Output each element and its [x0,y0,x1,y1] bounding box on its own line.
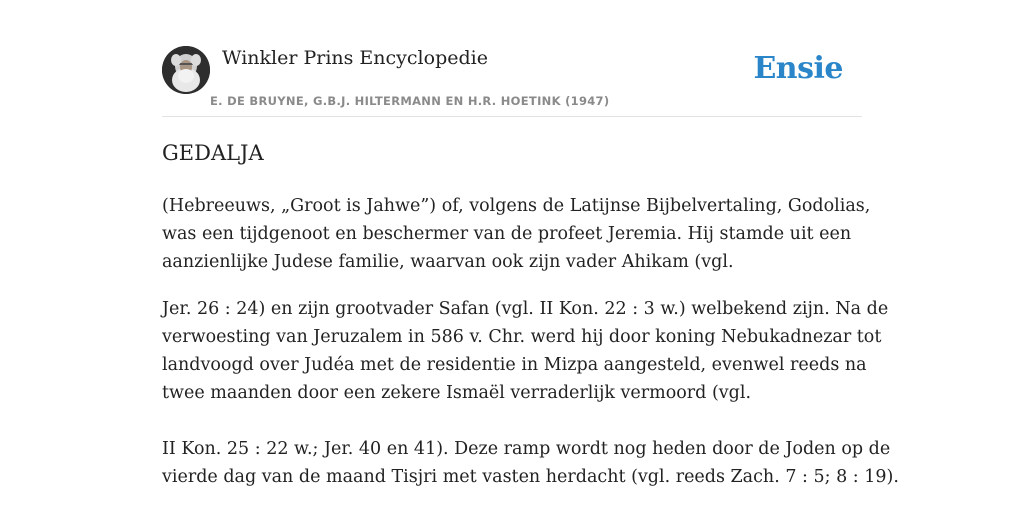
author-avatar[interactable] [162,46,210,94]
article-paragraph-2 [162,295,889,407]
paragraph-line: aanzienlijke Judese familie, waarvan ook zijn vader Ahikam (vgl. [162,252,734,272]
paragraph-line: (Hebreeuws, „Groot is Jahwe”) of, volgens de Latijnse Bijbelvertaling, Godolias, [162,196,871,216]
ensie-logo[interactable]: Ensie [753,51,843,86]
paragraph-line: landvoogd over Judéa met de residentie in Mizpa aangesteld, evenwel reeds na [162,355,867,375]
article-paragraph-3 [162,435,899,491]
article-title: GEDALJA [162,141,264,165]
paragraph-line: vierde dag van de maand Tisjri met vasten herdacht (vgl. reeds Zach. 7 : 5; 8 : 19). [162,467,899,487]
page-header [162,44,862,117]
paragraph-line: was een tijdgenoot en beschermer van de profeet Jeremia. Hij stamde uit een [162,224,852,244]
article-paragraph-1 [162,192,871,276]
paragraph-line: II Kon. 25 : 22 w.; Jer. 40 en 41). Deze ramp wordt nog heden door de Joden op de [162,439,891,459]
authors-line: E. DE BRUYNE, G.B.J. HILTERMANN EN H.R. HOETINK (1947) [210,94,610,108]
encyclopedia-title[interactable]: Winkler Prins Encyclopedie [222,47,488,69]
paragraph-line: verwoesting van Jeruzalem in 586 v. Chr. werd hij door koning Nebukadnezar tot [162,327,882,347]
paragraph-line: twee maanden door een zekere Ismaël verraderlijk vermoord (vgl. [162,383,752,403]
portrait-icon [162,46,210,94]
paragraph-line: Jer. 26 : 24) en zijn grootvader Safan (vgl. II Kon. 22 : 3 w.) welbekend zijn. Na de [162,299,889,319]
